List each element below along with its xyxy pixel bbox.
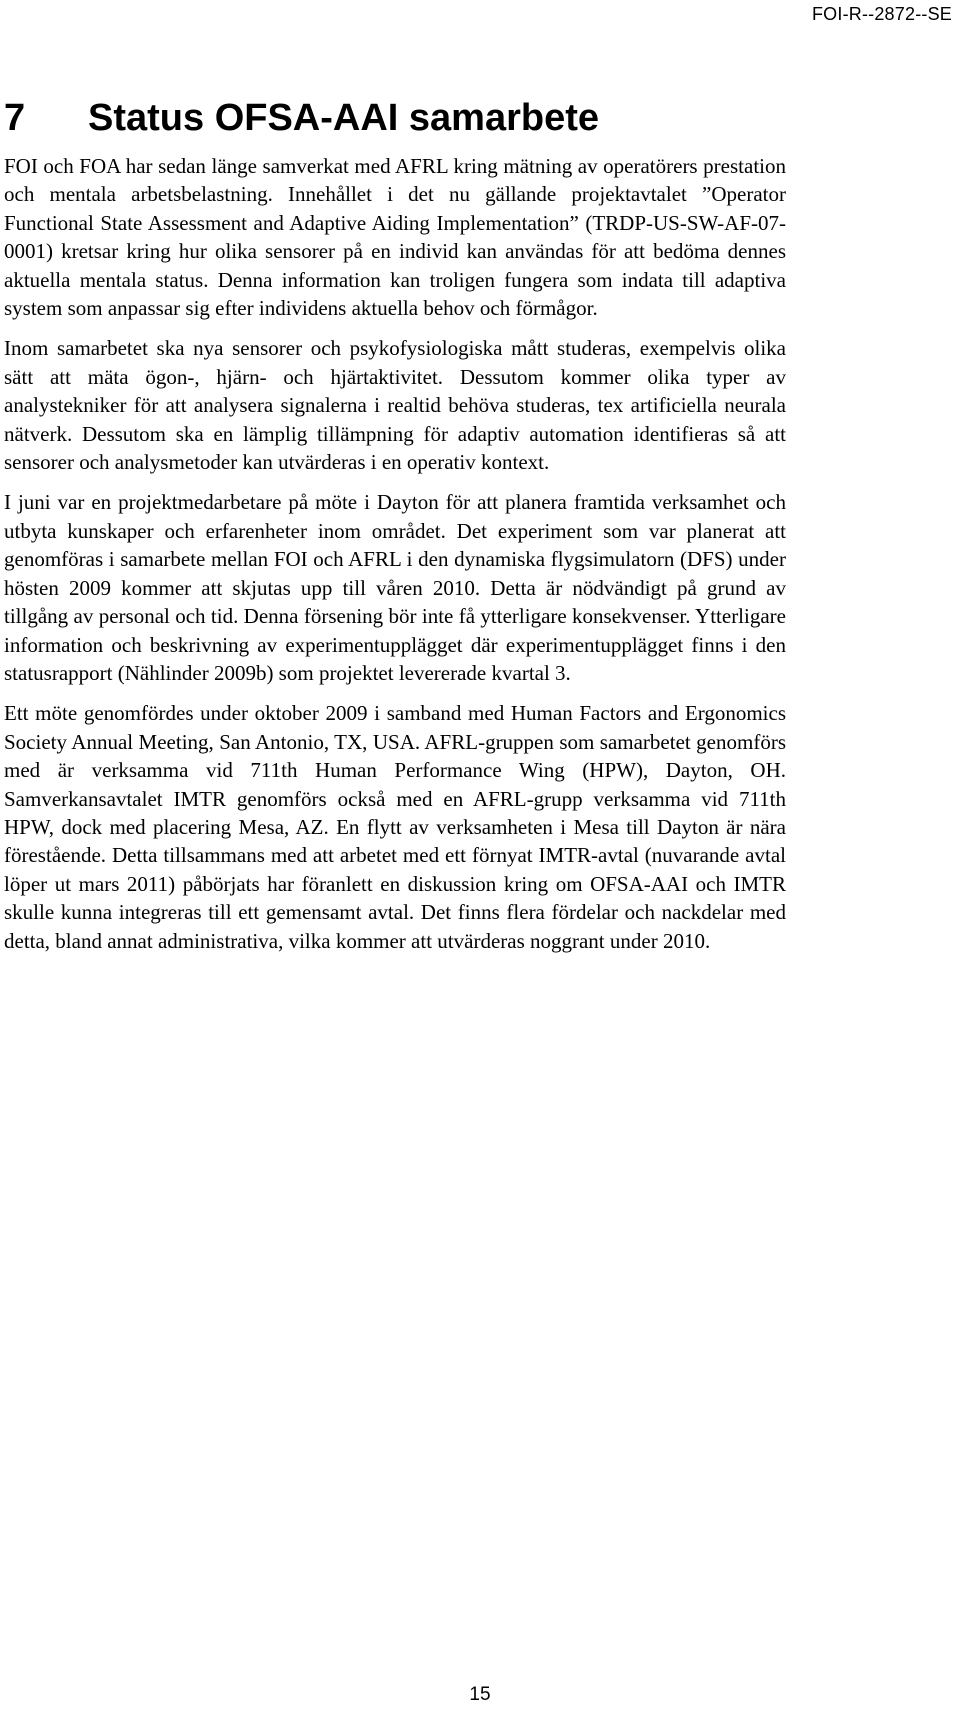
report-code: FOI-R--2872--SE <box>811 4 952 24</box>
body-text <box>4 152 786 967</box>
paragraph-4: Ett möte genomfördes under oktober 2009 i samband med Human Factors and Ergonomics Society Annual Meeting, San Antonio, TX, USA. AFRL-gruppen som samarbetet genomförs med är verksamma vid 711th Human Performance Wing (HPW), Dayton, OH. Samverkansavtalet IMTR genomförs också med en AFRL-grupp verksamma vid 711th HPW, dock med placering Mesa, AZ. En flytt av verksamheten i Mesa till Dayton är nära förestående. Detta tillsammans med att arbetet med ett förnyat IMTR-avtal (nuvarande avtal löper ut mars 2011) påbörjats har föranlett en diskussion kring om OFSA-AAI och IMTR skulle kunna integreras till ett gemensamt avtal. Det finns flera fördelar och nackdelar med detta, bland annat administrativa, vilka kommer att utvärderas noggrant under 2010. <box>4 701 786 953</box>
page-number: 15 <box>469 1684 491 1705</box>
chapter-heading <box>4 96 599 140</box>
paragraph-3: I juni var en projektmedarbetare på möte i Dayton för att planera framtida verksamhet och utbyta kunskaper och erfarenheter inom området. Det experiment som var planerat att genomföras i samarbete mellan FOI och AFRL i den dynamiska flygsimulatorn (DFS) under hösten 2009 kommer att skjutas upp till våren 2010. Detta är nödvändigt på grund av tillgång av personal och tid. Denna försening bör inte få ytterligare konsekvenser. Ytterligare information och beskrivning av experimentupplägget där experimentupplägget finns i den statusrapport (Nählinder 2009b) som projektet levererade kvartal 3. <box>4 490 786 685</box>
chapter-number: 7 <box>4 97 26 139</box>
paragraph-2: Inom samarbetet ska nya sensorer och psykofysiologiska mått studeras, exempelvis olika sätt att mäta ögon-, hjärn- och hjärtaktivitet. Dessutom kommer olika typer av analystekniker för att analysera signalerna i realtid behöva studeras, tex artificiella neurala nätverk. Dessutom ska en lämplig tillämpning för adaptiv automation identifieras så att sensorer och analysmetoder kan utvärderas i en operativ kontext. <box>4 336 786 475</box>
paragraph-1: FOI och FOA har sedan länge samverkat med AFRL kring mätning av operatörers prestation och mentala arbetsbelastning. Innehållet i det nu gällande projektavtalet ”Operator Functional State Assessment and Adaptive Aiding Implementation” (TRDP-US-SW-AF-07-0001) kretsar kring hur olika sensorer på en individ kan användas för att bedöma dennes aktuella mentala status. Denna information kan troligen fungera som indata till adaptiva system som anpassar sig efter individens aktuella behov och förmågor. <box>4 154 786 321</box>
chapter-title: Status OFSA-AAI samarbete <box>88 97 600 139</box>
